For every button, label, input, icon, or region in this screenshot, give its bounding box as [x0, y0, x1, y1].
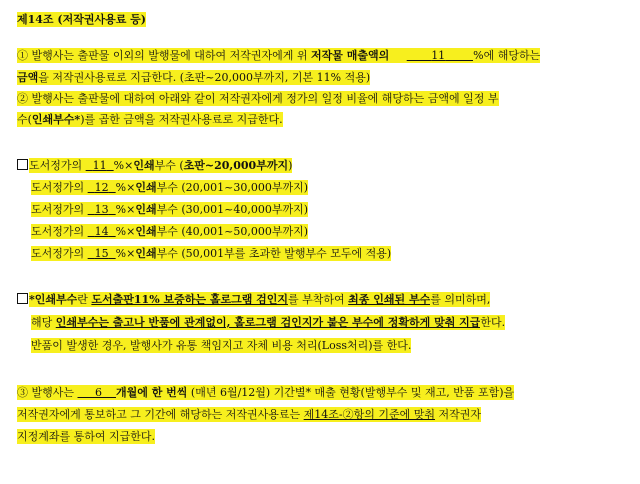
tier-mid: %× [115, 247, 136, 260]
tier-prefix: 도서정가의 [29, 159, 86, 172]
tier-rate-value: 12 [94, 181, 109, 194]
heading-text: 제14조 (저작권사용료 등) [17, 13, 147, 26]
tier-rate-value: 13 [94, 203, 109, 216]
para1-revenue-label: 저작물 매출액의 [311, 49, 390, 62]
tier-mid: %× [115, 203, 136, 216]
para1-text-c: %에 해당하는 [473, 49, 541, 62]
tier-range: 50,001부를 초과한 발행부수 모두에 적용 [185, 247, 387, 260]
para1-text-d: 을 저작권사용료로 지급한다. (초판~20,000부까지, 기본 11% 적용) [38, 71, 371, 84]
para1-rate-blank [407, 48, 473, 63]
tier-print-bold: 인쇄 [135, 181, 157, 194]
tier-print-bold: 인쇄 [135, 203, 157, 216]
para3-text-a: ③ 발행사는 [17, 386, 78, 399]
tier-row [31, 178, 308, 197]
tier-prefix: 도서정가의 [31, 225, 88, 238]
tier-rate-value: 15 [94, 247, 109, 260]
note-text-2a: 해당 [31, 316, 56, 329]
tier-end: ) [303, 181, 308, 194]
tier-rate-value: 14 [94, 225, 109, 238]
para2-print-count: 인쇄부수* [31, 113, 81, 126]
note-hologram: 도서출판11% 보증하는 홀로그램 검인지 [91, 293, 289, 306]
para3-text-2c: 저작권자 [434, 408, 481, 421]
para1-rate-value: 11 [431, 49, 446, 62]
tier-rest: 부수 ( [156, 181, 186, 194]
para2-text-2c: )를 곱한 금액을 저작권사용료로 지급한다. [80, 113, 283, 126]
checkbox-square-icon [17, 293, 28, 304]
tier-rest: 부수 ( [156, 203, 186, 216]
tier-rate [88, 180, 116, 195]
para1-amount-word: 금액 [17, 71, 39, 84]
tier-print-bold: 인쇄 [135, 225, 157, 238]
tier-row [31, 200, 308, 219]
para1-spacer [389, 48, 406, 63]
para2-text-1: ② 발행사는 출판물에 대하여 아래와 같이 저작권자에게 정가의 일정 비율에 해당하는 금액에 일정 부 [17, 92, 499, 105]
tier-prefix: 도서정가의 [31, 203, 88, 216]
para3-months-blank [78, 385, 116, 400]
para1-text-a: ① 발행사는 출판물 이외의 발행물에 대하여 저작권자에게 위 [17, 49, 311, 62]
para3-text-3: 지정계좌를 통하여 지급한다. [17, 430, 156, 443]
note-line2 [31, 313, 505, 332]
tier-rate [88, 224, 116, 239]
tier-rate [88, 246, 116, 261]
para1-line2 [17, 68, 370, 87]
tier-rest: 부수 ( [154, 159, 184, 172]
tier-prefix: 도서정가의 [31, 247, 88, 260]
para1-line1 [17, 46, 540, 65]
para3-reference: 제14조-②항의 기준에 맞춰 [303, 408, 435, 421]
note-text-2c: 한다. [480, 316, 506, 329]
para3-period: 개월에 한 번씩 [115, 386, 188, 399]
para3-line3 [17, 427, 155, 446]
tier-row [31, 244, 391, 263]
note-final-count: 최종 인쇄된 부수 [348, 293, 431, 306]
checkbox-square-icon [17, 159, 28, 170]
tier-rest: 부수 ( [156, 225, 186, 238]
tier-rate-value: 11 [92, 159, 107, 172]
para3-text-2a: 저작권자에게 통보하고 그 기간에 해당하는 저작권사용료는 [17, 408, 304, 421]
tier-rest: 부수 ( [156, 247, 186, 260]
tier-end: ) [303, 203, 308, 216]
tier-rate [86, 158, 114, 173]
para3-months-value: 6 [94, 386, 102, 399]
para2-text-2a: 수( [17, 113, 32, 126]
note-text-3: 반품이 발생한 경우, 발행사가 유통 책임지고 자체 비용 처리(Loss처리)를 한다. [31, 339, 412, 352]
tier-range: 40,001~50,000부까지 [185, 225, 304, 238]
para2-line2 [17, 110, 283, 129]
note-text-f: 를 의미하며, [430, 293, 491, 306]
para3-text-c: (매년 6월/12월) 기간별* 매출 현황(발행부수 및 재고, 반품 포함)을 [187, 386, 515, 399]
para3-line1 [17, 383, 514, 402]
tier-row [31, 222, 308, 241]
tier-end: ) [303, 225, 308, 238]
tier-end: ) [288, 159, 293, 172]
tier-mid: %× [115, 225, 136, 238]
tier-print-bold: 인쇄 [133, 159, 155, 172]
note-line1 [17, 290, 490, 309]
tier-mid: %× [113, 159, 134, 172]
note-emphasis: 인쇄부수는 출고나 반품에 관계없이, 홀로그램 검인지가 붙은 부수에 정확하게 맞춰 지급 [55, 316, 481, 329]
tier-rate [88, 202, 116, 217]
tier-range: 20,001~30,000부까지 [185, 181, 304, 194]
tier-prefix: 도서정가의 [31, 181, 88, 194]
note-line3 [31, 336, 411, 355]
tier-mid: %× [115, 181, 136, 194]
tier-print-bold: 인쇄 [135, 247, 157, 260]
note-text-b: 란 [77, 293, 92, 306]
note-print-count: *인쇄부수 [29, 293, 78, 306]
section-heading [17, 10, 146, 29]
tier-range: 30,001~40,000부까지 [185, 203, 304, 216]
tier-end: ) [386, 247, 392, 260]
note-text-d: 를 부착하여 [288, 293, 349, 306]
para2-line1 [17, 89, 499, 108]
para3-line2 [17, 405, 481, 424]
tier-range: 초판~20,000부까지 [183, 159, 289, 172]
tier-row [17, 156, 292, 175]
